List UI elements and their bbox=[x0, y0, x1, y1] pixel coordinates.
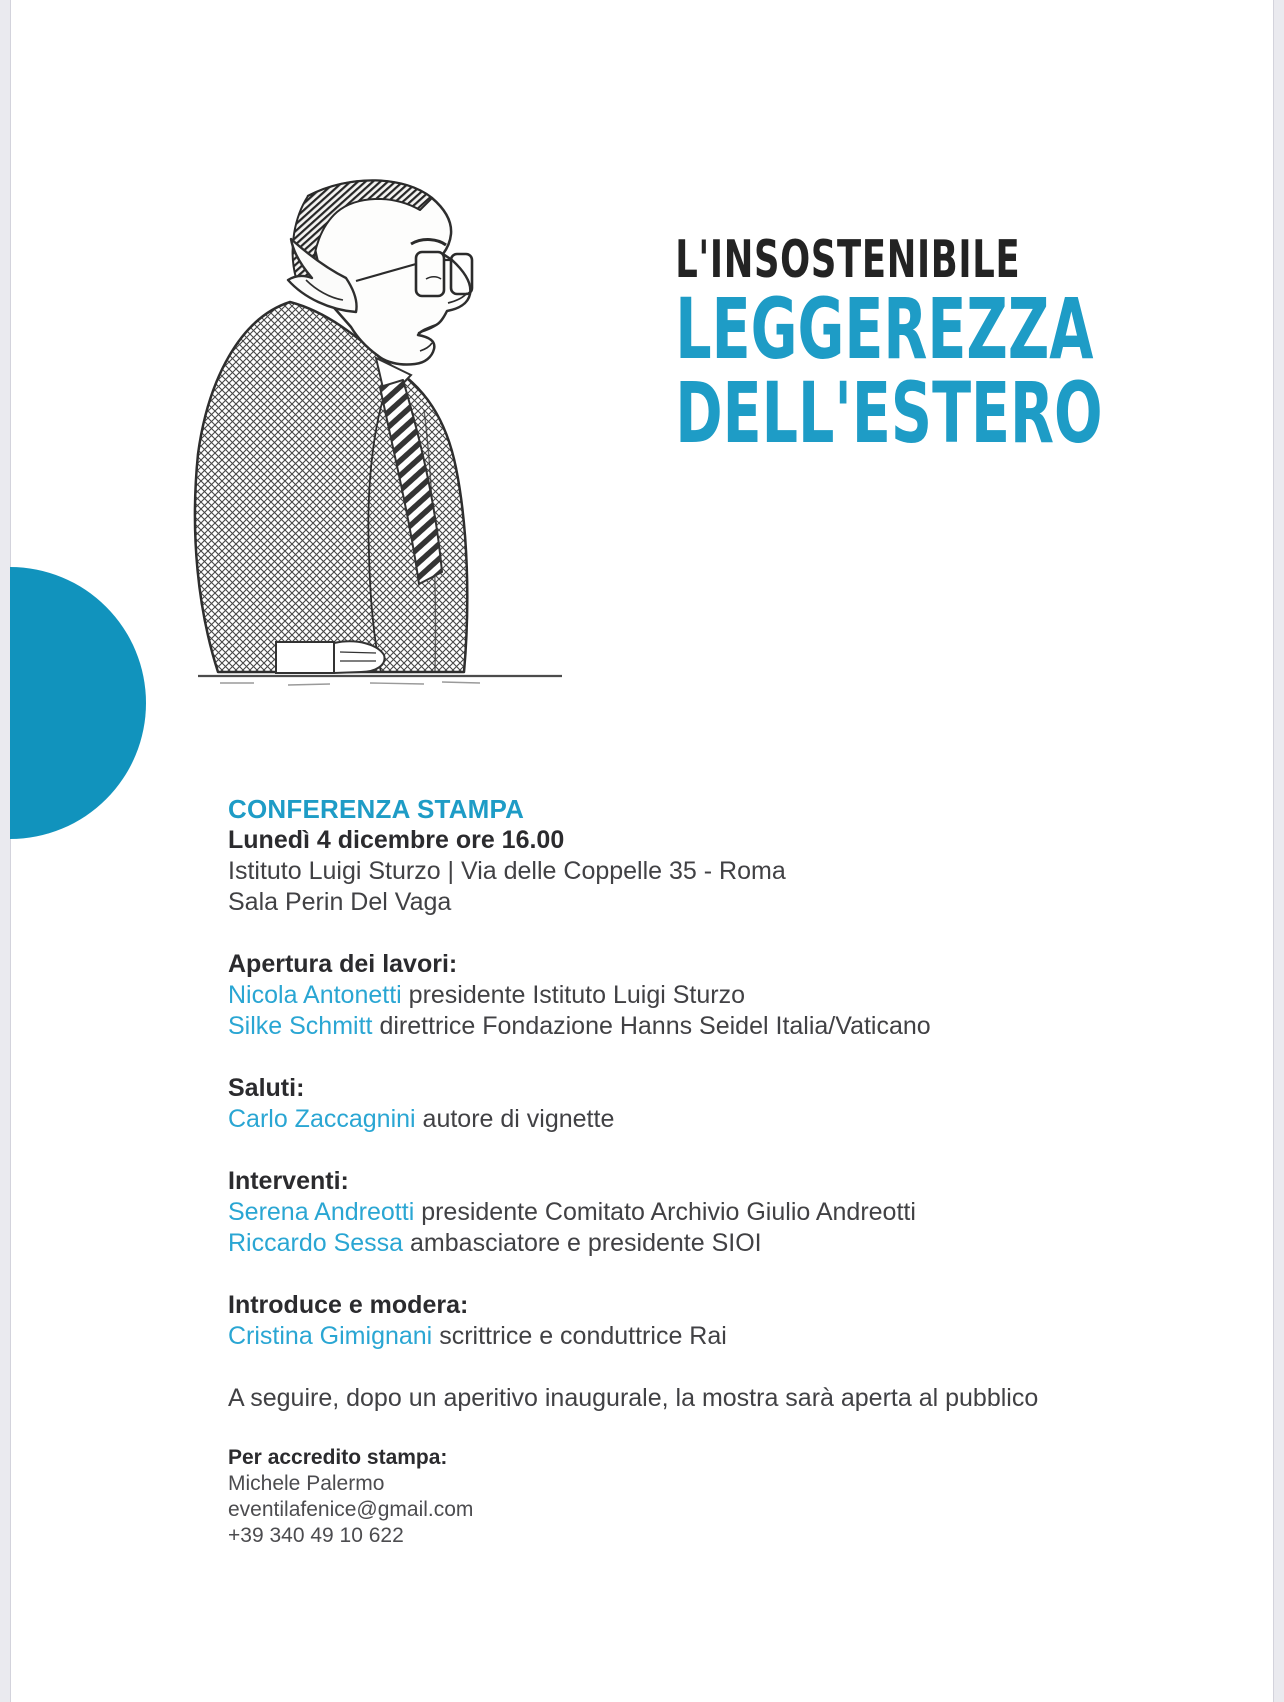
section-heading: Introduce e modera: bbox=[228, 1291, 469, 1319]
event-venue: Istituto Luigi Sturzo | Via delle Coppelle 35 - Roma bbox=[228, 857, 786, 885]
event-details-column bbox=[228, 794, 1088, 1549]
speaker-name: Silke Schmitt bbox=[228, 1012, 373, 1040]
speaker-role: scrittrice e conduttrice Rai bbox=[439, 1322, 727, 1350]
title-line-3: DELL'ESTERO bbox=[675, 364, 1103, 462]
speaker-name: Cristina Gimignani bbox=[228, 1322, 433, 1350]
speaker-line bbox=[228, 1104, 1088, 1135]
section-heading: Saluti: bbox=[228, 1074, 305, 1102]
speaker-role: autore di vignette bbox=[422, 1105, 615, 1133]
speaker-role: ambasciatore e presidente SIOI bbox=[410, 1229, 762, 1257]
viewer-edge-left bbox=[0, 0, 11, 1702]
section-interventi bbox=[228, 1166, 1088, 1259]
andreotti-caricature-sketch bbox=[180, 152, 570, 692]
speaker-role: direttrice Fondazione Hanns Seidel Italia/Vaticano bbox=[379, 1012, 931, 1040]
speaker-role: presidente Comitato Archivio Giulio Andreotti bbox=[421, 1198, 916, 1226]
speaker-name: Serena Andreotti bbox=[228, 1198, 415, 1226]
event-datetime: Lunedì 4 dicembre ore 16.00 bbox=[228, 826, 565, 854]
blue-half-circle-decoration bbox=[10, 567, 146, 839]
speaker-line bbox=[228, 980, 1088, 1011]
section-apertura bbox=[228, 949, 1088, 1042]
speaker-line bbox=[228, 1321, 1088, 1352]
section-heading: Interventi: bbox=[228, 1167, 349, 1195]
closing-note: A seguire, dopo un aperitivo inaugurale, la mostra sarà aperta al pubblico bbox=[228, 1384, 1039, 1412]
press-contact-phone: +39 340 49 10 622 bbox=[228, 1524, 404, 1547]
event-room: Sala Perin Del Vaga bbox=[228, 888, 452, 916]
press-contact-email: eventilafenice@gmail.com bbox=[228, 1498, 474, 1521]
section-heading: Apertura dei lavori: bbox=[228, 950, 458, 978]
viewer-edge-right bbox=[1273, 0, 1284, 1702]
press-contact-name: Michele Palermo bbox=[228, 1472, 385, 1495]
speaker-name: Riccardo Sessa bbox=[228, 1229, 404, 1257]
speaker-line bbox=[228, 1228, 1088, 1259]
speaker-line bbox=[228, 1197, 1088, 1228]
title-line-2: LEGGEREZZA bbox=[675, 280, 1094, 378]
speaker-line bbox=[228, 1011, 1088, 1042]
press-contact-heading: Per accredito stampa: bbox=[228, 1446, 448, 1469]
press-conference-kicker: CONFERENZA STAMPA bbox=[228, 794, 525, 824]
caricature-ground-line bbox=[198, 676, 562, 685]
title-line-1: L'INSOSTENIBILE bbox=[675, 230, 1021, 290]
speaker-name: Nicola Antonetti bbox=[228, 981, 402, 1009]
speaker-name: Carlo Zaccagnini bbox=[228, 1105, 416, 1133]
closing-note-block bbox=[228, 1383, 1088, 1414]
press-contact-block bbox=[228, 1445, 1088, 1549]
section-introduce-modera bbox=[228, 1290, 1088, 1352]
section-saluti bbox=[228, 1073, 1088, 1135]
caricature-hand bbox=[276, 641, 384, 673]
event-when-where bbox=[228, 825, 1088, 918]
speaker-role: presidente Istituto Luigi Sturzo bbox=[408, 981, 745, 1009]
